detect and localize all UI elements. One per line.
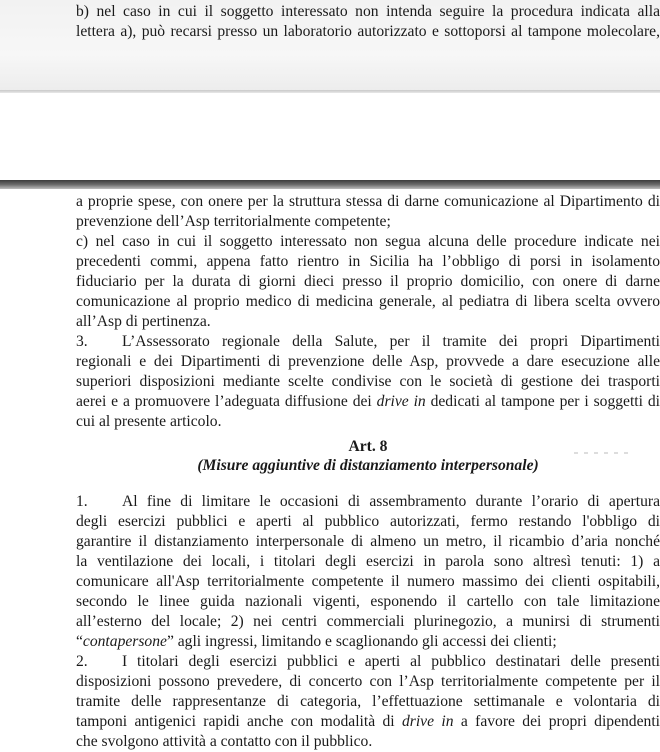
text-segment: dedicati al tampone per i soggetti di [425, 393, 660, 410]
text-segment: L’Assessorato regionale della Salute, per il tramite dei propri Dipartimenti [122, 333, 660, 350]
text-segment: “ [76, 633, 83, 650]
text-line: precedenti commi, appena fatto rientro in Sicilia ha l’obbligo di porsi in isolamento [76, 253, 660, 270]
text-segment: a favore dei propri dipendenti [453, 713, 660, 730]
text-line: tramite delle rappresentanze di categoria, l’effettuazione settimanale e volontaria di [76, 693, 660, 710]
article-title: Art. 8 [348, 438, 388, 455]
text-line: fiduciario per la durata di giorni dieci presso il proprio domicilio, con onere di darne [76, 273, 660, 290]
text-line: comunicazione al proprio medico di medicina generale, al pediatra di libera scelta ovvero [76, 293, 660, 310]
text-line [76, 652, 660, 672]
text-line: garantire il distanziamento interpersonale di almeno un metro, il ricambio d’aria nonché [76, 533, 660, 550]
text-line: disposizioni possono prevedere, di concerto con l’Asp territorialmente competente per il [76, 673, 660, 690]
text-line: cui al presente articolo. [76, 413, 222, 430]
article-subtitle: (Misure aggiuntive di distanziamento interpersonale) [197, 457, 539, 474]
text-line: regionali e dei Dipartimenti di prevenzione delle Asp, provvede a dare esecuzione alle [76, 353, 660, 370]
text-line: degli esercizi pubblici e aperti al pubblico autorizzati, fermo restando l'obbligo di [76, 513, 660, 530]
lower-page-edge [0, 180, 660, 189]
item-number: 1. [76, 493, 88, 510]
text-line [76, 332, 660, 352]
text-segment: tamponi antigenici rapidi anche con modalità di [76, 713, 402, 730]
text-line: prevenzione dell’Asp territorialmente competente; [76, 213, 391, 230]
text-line: che svolgono attività a contatto con il pubblico. [76, 733, 373, 750]
text-line: la ventilazione dei locali, i titolari degli esercizi in parola sono altresì tenuti: 1) a [76, 553, 660, 570]
text-line: b) nel caso in cui il soggetto interessato non intenda seguire la procedura indicata alla [76, 3, 660, 20]
text-line [76, 492, 660, 512]
text-line: all’Asp di pertinenza. [76, 313, 211, 330]
text-line: a proprie spese, con onere per la struttura stessa di darne comunicazione al Dipartimento di [76, 193, 660, 210]
article-8-body [76, 492, 660, 752]
text-line: superiori disposizioni mediante scelte condivise con le società di gestione dei trasporti [76, 373, 660, 390]
upper-page [0, 0, 660, 92]
text-line: lettera a), può recarsi presso un laboratorio autorizzato e sottoporsi al tampone molecolare, [76, 23, 660, 40]
text-line [76, 712, 660, 732]
text-segment: ” agli ingressi, limitando e scaglionando gli accessi dei clienti; [166, 633, 557, 650]
text-segment: I titolari degli esercizi pubblici e aperti al pubblico destinatari delle presenti [122, 653, 660, 670]
upper-page-text [76, 2, 660, 42]
text-segment: Al fine di limitare le occasioni di assembramento durante l’orario di apertura [122, 493, 660, 510]
text-line: secondo le linee guida nazionali vigenti, esponendo il cartello con tale limitazione [76, 593, 660, 610]
text-line: comunicare all'Asp territorialmente competente il numero massimo dei clienti ospitabili, [76, 573, 660, 590]
item-number: 3. [76, 333, 88, 350]
item-number: 2. [76, 653, 88, 670]
italic-term: contapersone [82, 633, 167, 650]
text-line [76, 632, 660, 652]
text-segment: aerei e a promuovere l’adeguata diffusione dei [76, 393, 377, 410]
scan-mark [574, 452, 634, 454]
italic-term: drive in [376, 393, 426, 410]
text-line: c) nel caso in cui il soggetto interessato non segua alcuna delle procedure indicate nei [76, 233, 660, 250]
text-line [76, 392, 660, 412]
article-7-continuation [76, 192, 660, 432]
page-gap [0, 93, 660, 180]
text-line: all’esterno del locale; 2) nei centri commerciali plurinegozio, a munirsi di strumenti [76, 613, 660, 630]
italic-term: drive in [401, 713, 454, 730]
